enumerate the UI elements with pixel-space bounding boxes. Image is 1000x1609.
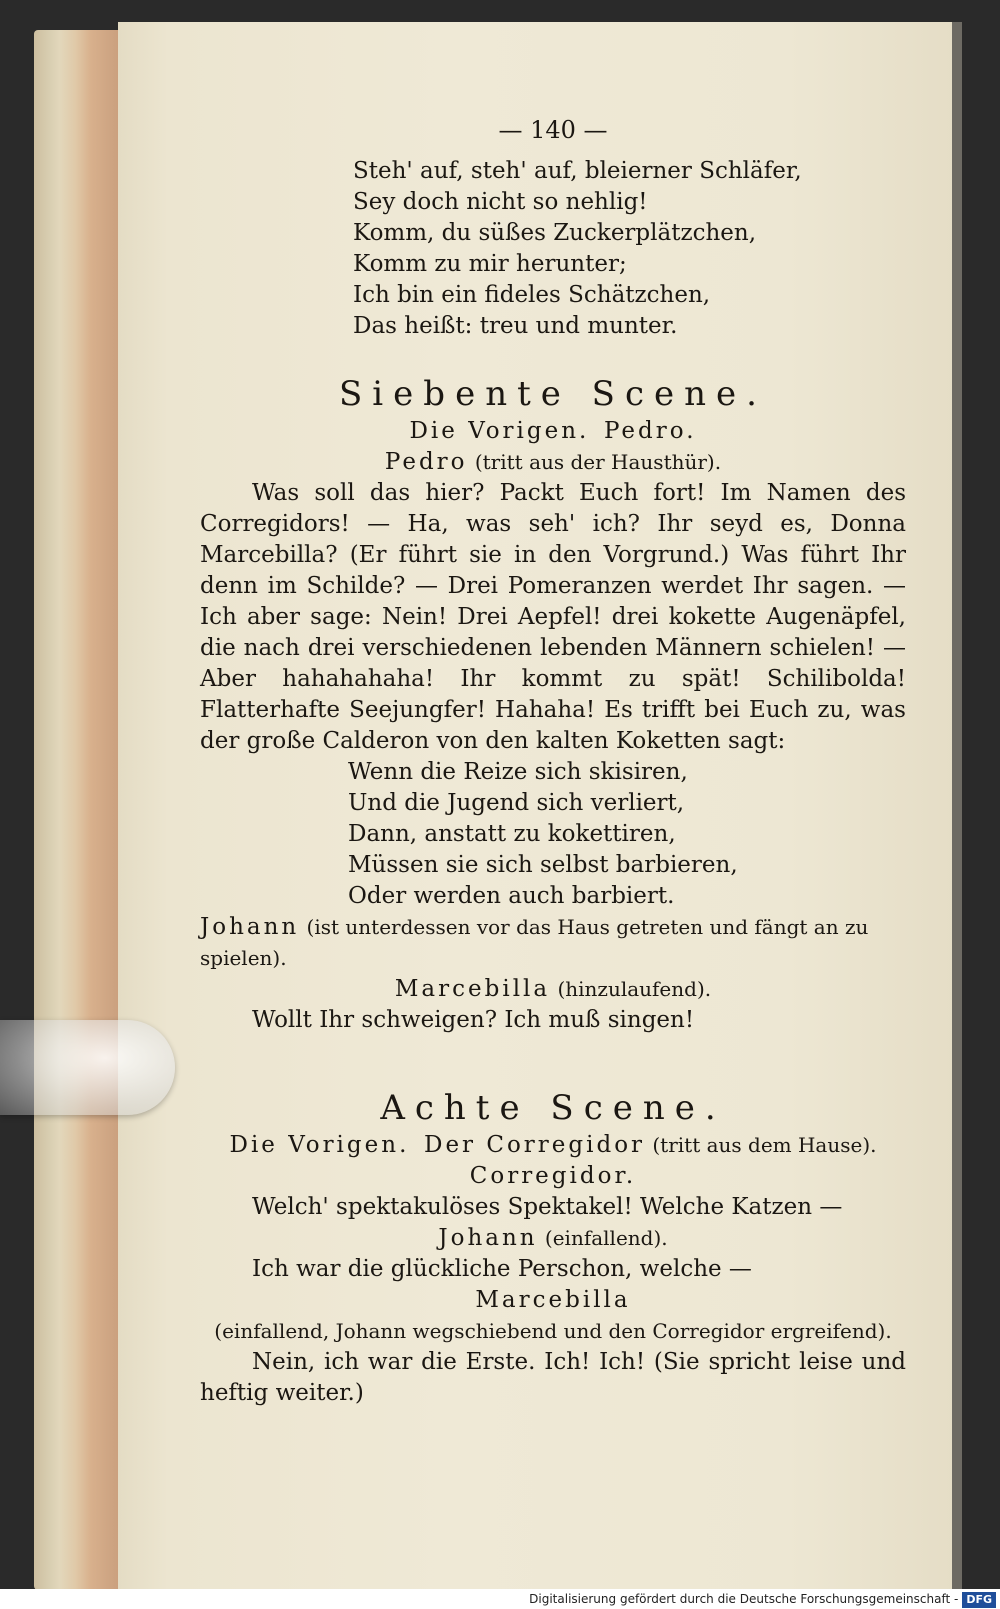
dialogue-line: Wollt Ihr schweigen? Ich muß singen!	[252, 1007, 695, 1033]
page-binding-edge	[952, 22, 962, 1592]
verse-line: Oder werden auch barbiert.	[348, 883, 675, 909]
speaker-line	[200, 1223, 906, 1254]
verse-line: Müssen sie sich selbst barbieren,	[348, 852, 738, 878]
verse-block-2	[348, 757, 906, 912]
digitization-footer	[0, 1589, 1000, 1609]
stage-direction: (tritt aus dem Hause).	[652, 1133, 877, 1157]
page-number: — 140 —	[498, 116, 608, 144]
verse-block-1	[353, 156, 906, 342]
scene-heading: Achte Scene.	[380, 1088, 726, 1128]
speaker-line	[200, 912, 906, 974]
cast-name: Pedro.	[603, 418, 697, 444]
verse-line: Sey doch nicht so nehlig!	[353, 189, 648, 215]
dialogue-line: Welch' spektakulöses Spektakel! Welche Katzen —	[252, 1194, 843, 1220]
scanner-thumb-overlay	[0, 1020, 175, 1115]
speaker-name: Marcebilla	[394, 976, 551, 1002]
scene-heading: Siebente Scene.	[339, 374, 767, 414]
speaker-name: Marcebilla	[475, 1287, 631, 1313]
stage-direction: (hinzulaufend).	[557, 977, 712, 1001]
cast-name: Der Corregidor	[424, 1132, 646, 1158]
stage-direction: (einfallend).	[544, 1226, 668, 1250]
speaker-name: Johann	[200, 914, 300, 940]
dialogue-paragraph: Was soll das hier? Packt Euch fort! Im Namen des Corregidors! — Ha, was seh' ich? Ihr seyd es, Donna Marcebilla? (Er führt sie in den Vorgrund.) Was führt Ihr denn im Schilde? — Drei Pomeranzen werdet Ihr sagen. — Ich aber sage: Nein! Drei Aepfel! drei kokette Augenäpfel, die nach drei verschiedenen lebenden Männern schielen! — Aber hahahahaha! Ihr kommt zu spät! Schilibolda! Flatterhafte Seejungfer! Hahaha! Es trifft bei Euch zu, was der große Calderon von den kalten Koketten sagt:	[200, 480, 906, 754]
stage-direction: (tritt aus der Hausthür).	[474, 450, 722, 474]
cast-line	[200, 1130, 906, 1161]
speaker-line	[200, 974, 906, 1005]
speaker-line	[200, 447, 906, 478]
stage-direction: (ist unterdessen vor das Haus getreten und fängt an zu spielen).	[200, 915, 869, 970]
cast-previous: Die Vorigen.	[229, 1132, 410, 1158]
footer-credit: Digitalisierung gefördert durch die Deutsche Forschungsgemeinschaft -	[529, 1592, 959, 1606]
verse-line: Komm, du süßes Zuckerplätzchen,	[353, 220, 757, 246]
speaker-name: Corregidor.	[469, 1163, 637, 1189]
verse-line: Wenn die Reize sich skisiren,	[348, 759, 688, 785]
cast-previous: Die Vorigen.	[409, 418, 590, 444]
stage-direction: (einfallend, Johann wegschiebend und den Corregidor ergreifend).	[214, 1319, 892, 1343]
dialogue-line: Ich war die glückliche Perschon, welche —	[252, 1256, 752, 1282]
page-text	[200, 115, 906, 1409]
verse-line: Und die Jugend sich verliert,	[348, 790, 685, 816]
page-stack-edge	[34, 30, 126, 1590]
dialogue-paragraph: Nein, ich war die Erste. Ich! Ich! (Sie spricht leise und heftig weiter.)	[200, 1349, 906, 1406]
spacer	[200, 1036, 906, 1056]
dfg-logo: DFG	[962, 1592, 996, 1608]
verse-line: Steh' auf, steh' auf, bleierner Schläfer,	[353, 158, 802, 184]
verse-line: Ich bin ein fideles Schätzchen,	[353, 282, 711, 308]
verse-line: Komm zu mir herunter;	[353, 251, 627, 277]
verse-line: Das heißt: treu und munter.	[353, 313, 678, 339]
cast-line	[200, 416, 906, 447]
speaker-name: Johann	[438, 1225, 538, 1251]
verse-line: Dann, anstatt zu kokettiren,	[348, 821, 676, 847]
speaker-name: Pedro	[384, 449, 468, 475]
